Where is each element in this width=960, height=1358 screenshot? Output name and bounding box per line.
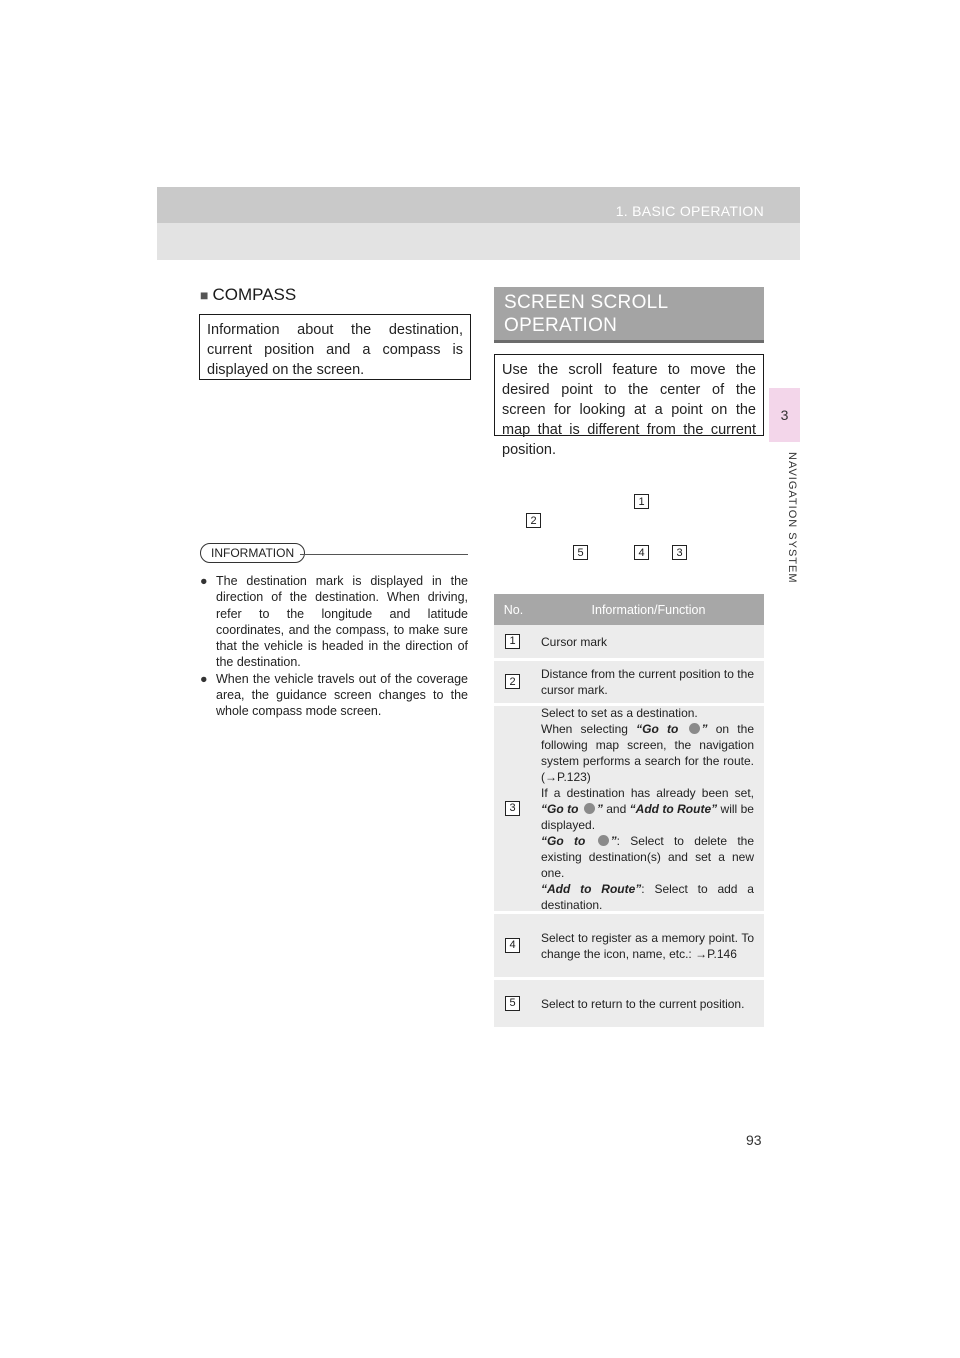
column-header-no: No. (503, 602, 524, 617)
compass-heading-text: COMPASS (212, 285, 297, 304)
row-text: Cursor mark (541, 634, 608, 649)
callout-1: 1 (634, 494, 649, 509)
bullet-text: The destination mark is displayed in the direction of the destination. When driving, refer to the longitude and latitude coordinates, and the compass, to make sure that the vehicle is headed in the direction of the destination. (216, 574, 468, 670)
bullet-icon: ● (200, 671, 208, 686)
scroll-section-heading: SCREEN SCROLL OPERATION (494, 287, 764, 343)
bullet-text: When the vehicle travels out of the coverage area, the guidance screen changes to the whole compass mode screen. (216, 671, 468, 719)
information-rule (300, 554, 468, 555)
table-row (494, 706, 764, 914)
row-number: 5 (505, 996, 520, 1011)
square-bullet-icon: ■ (200, 287, 209, 303)
table-row (494, 625, 764, 661)
row-line: If a destination has already been set, “Go to ” and “Add to Route” will be displayed. (541, 785, 754, 832)
row-number: 2 (505, 674, 520, 689)
information-tag: INFORMATION (200, 543, 305, 563)
bullet-icon: ● (200, 574, 208, 588)
table-row (494, 661, 764, 706)
destination-flag-icon (689, 723, 700, 734)
row-text: Distance from the current position to the cursor mark. (541, 667, 754, 697)
callout-3: 3 (672, 545, 687, 560)
callout-5: 5 (573, 545, 588, 560)
page-number: 93 (746, 1132, 762, 1148)
row-text: Select to return to the current position. (541, 996, 745, 1011)
table-row (494, 980, 764, 1030)
chapter-tab-label: NAVIGATION SYSTEM (786, 452, 798, 584)
scroll-description: Use the scroll feature to move the desired point to the center of the screen for looking at a point on the map that is different from the current position. (494, 354, 764, 436)
header-band (157, 187, 800, 223)
column-header-info: Information/Function (591, 602, 706, 617)
row-line: When selecting “Go to ” on the following map screen, the navigation system performs a search for the route. (→P.123) (541, 721, 754, 784)
callout-4: 4 (634, 545, 649, 560)
compass-description: Information about the destination, current position and a compass is displayed on the screen. (199, 314, 471, 380)
row-text: Select to register as a memory point. To change the icon, name, etc.: →P.146 (541, 930, 754, 961)
list-item (200, 671, 468, 720)
table-header (494, 594, 764, 625)
information-block (200, 543, 468, 720)
chapter-tab-number: 3 (769, 388, 800, 442)
row-number: 4 (505, 938, 520, 953)
destination-flag-icon (584, 803, 595, 814)
row-line: “Go to ”: Select to delete the existing destination(s) and set a new one. (541, 833, 754, 880)
heading-underline (494, 340, 764, 343)
compass-heading (200, 285, 296, 305)
information-bullets (200, 573, 468, 720)
section-title: 1. BASIC OPERATION (615, 203, 764, 219)
header-subband (157, 223, 800, 260)
row-number: 1 (505, 634, 520, 649)
function-table (494, 594, 764, 1030)
table-row (494, 914, 764, 980)
callout-2: 2 (526, 513, 541, 528)
list-item (200, 573, 468, 671)
row-text (533, 706, 764, 911)
row-line: Select to set as a destination. (541, 705, 698, 720)
destination-flag-icon (598, 835, 609, 846)
row-number: 3 (505, 801, 520, 816)
row-line: “Add to Route”: Select to add a destination. (541, 881, 754, 912)
